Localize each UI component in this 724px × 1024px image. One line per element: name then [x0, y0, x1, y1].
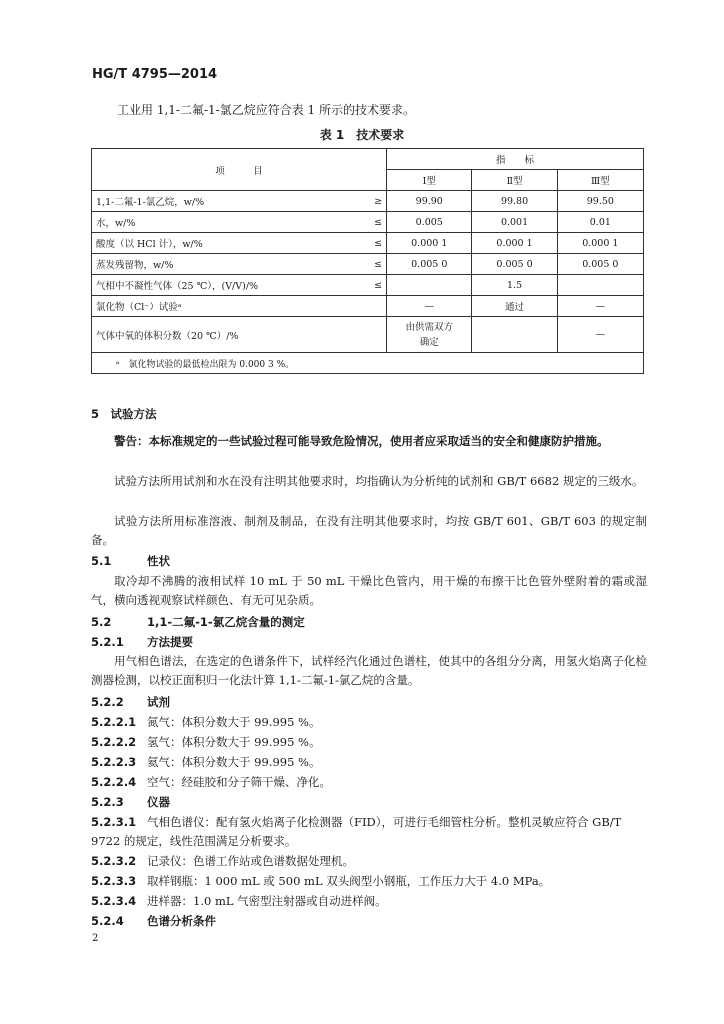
- table-row: 1,1-二氟-1-氯乙烷，w/% ≥ 99.90 99.80 99.50: [92, 191, 644, 212]
- solutions-paragraph: 试验方法所用标准溶液、制剂及制品，在没有注明其他要求时，均按 GB/T 601、GB/T 603 的规定制备。: [91, 514, 647, 547]
- section-5-1-heading: 5.1 性状: [91, 554, 170, 568]
- list-item: 5.2.2.1 氮气：体积分数大于 99.995 %。: [91, 715, 321, 729]
- type-header: Ⅰ型: [387, 170, 472, 191]
- list-item: 5.2.3.3 取样钢瓶：1 000 mL 或 500 mL 双头阀型小钢瓶，工作压力大于 4.0 MPa。: [91, 874, 551, 888]
- type-header: Ⅲ型: [557, 170, 643, 191]
- list-item: 5.2.2.2 氢气：体积分数大于 99.995 %。: [91, 735, 321, 749]
- page-number: 2: [92, 933, 99, 944]
- section-5-2-1-text: 用气相色谱法，在选定的色谱条件下，试样经汽化通过色谱柱，使其中的各组分分离，用氢火焰离子化检测器检测，以校正面积归一化法计算 1,1-二氟-1-氯乙烷的含量。: [91, 654, 647, 687]
- standard-code: HG/T 4795—2014: [92, 67, 218, 82]
- index-header: 指 标: [387, 149, 644, 170]
- section-5-2-4-heading: 5.2.4 色谱分析条件: [91, 914, 216, 928]
- list-item: 5.2.2.3 氦气：体积分数大于 99.995 %。: [91, 755, 321, 769]
- list-item: 5.2.3.1 气相色谱仪：配有氢火焰离子化检测器（FID），可进行毛细管柱分析。整机灵敏应符合 GB/T 9722 的规定，线性范围满足分析要求。: [91, 815, 622, 848]
- table-row: 气相中不凝性气体（25 ℃），(V/V)/% ≤ 1.5: [92, 275, 644, 296]
- section-5-2-1-heading: 5.2.1 方法提要: [91, 635, 193, 649]
- table-caption: 表 1 技术要求: [319, 128, 405, 142]
- table-row: 酸度（以 HCl 计），w/% ≤ 0.000 1 0.000 1 0.000 1: [92, 233, 644, 254]
- type-header: Ⅱ型: [472, 170, 557, 191]
- section-5-1-text: 取冷却不沸腾的液相试样 10 mL 于 50 mL 干燥比色管内，用干燥的布擦干比色管外壁附着的霜或湿气，横向透视观察试样颜色、有无可见杂质。: [91, 574, 647, 607]
- item-header: 项 目: [92, 149, 387, 191]
- table-footnote: ᵃ 氯化物试验的最低检出限为 0.000 3 %。: [92, 353, 644, 374]
- section-5-2-2-heading: 5.2.2 试剂: [91, 695, 170, 709]
- list-item: 5.2.3.2 记录仪：色谱工作站或色谱数据处理机。: [91, 854, 354, 868]
- spec-table: [91, 148, 644, 374]
- list-item: 5.2.3.4 进样器：1.0 mL 气密型注射器或自动进样阀。: [91, 894, 387, 908]
- section-5-2-heading: 5.2 1,1-二氟-1-氯乙烷含量的测定: [91, 615, 305, 629]
- table-row: 蒸发残留物，w/% ≤ 0.005 0 0.005 0 0.005 0: [92, 254, 644, 275]
- list-item: 5.2.2.4 空气：经硅胶和分子筛干燥、净化。: [91, 775, 331, 789]
- section-5-heading: 5 试验方法: [91, 407, 157, 421]
- intro-text: 工业用 1,1-二氟-1-氯乙烷应符合表 1 所示的技术要求。: [117, 103, 415, 117]
- warning-paragraph: 警告：本标准规定的一些试验过程可能导致危险情况，使用者应采取适当的安全和健康防护措施。: [114, 434, 609, 448]
- table-row: 氯化物（Cl⁻）试验ᵃ — 通过 —: [92, 296, 644, 317]
- table-row: 水，w/% ≤ 0.005 0.001 0.01: [92, 212, 644, 233]
- section-5-2-3-heading: 5.2.3 仪器: [91, 795, 170, 809]
- reagent-paragraph: 试验方法所用试剂和水在没有注明其他要求时，均指确认为分析纯的试剂和 GB/T 6682 规定的三级水。: [114, 474, 644, 488]
- table-row: 气体中氧的体积分数（20 ℃）/% 由供需双方 确定 —: [92, 317, 644, 353]
